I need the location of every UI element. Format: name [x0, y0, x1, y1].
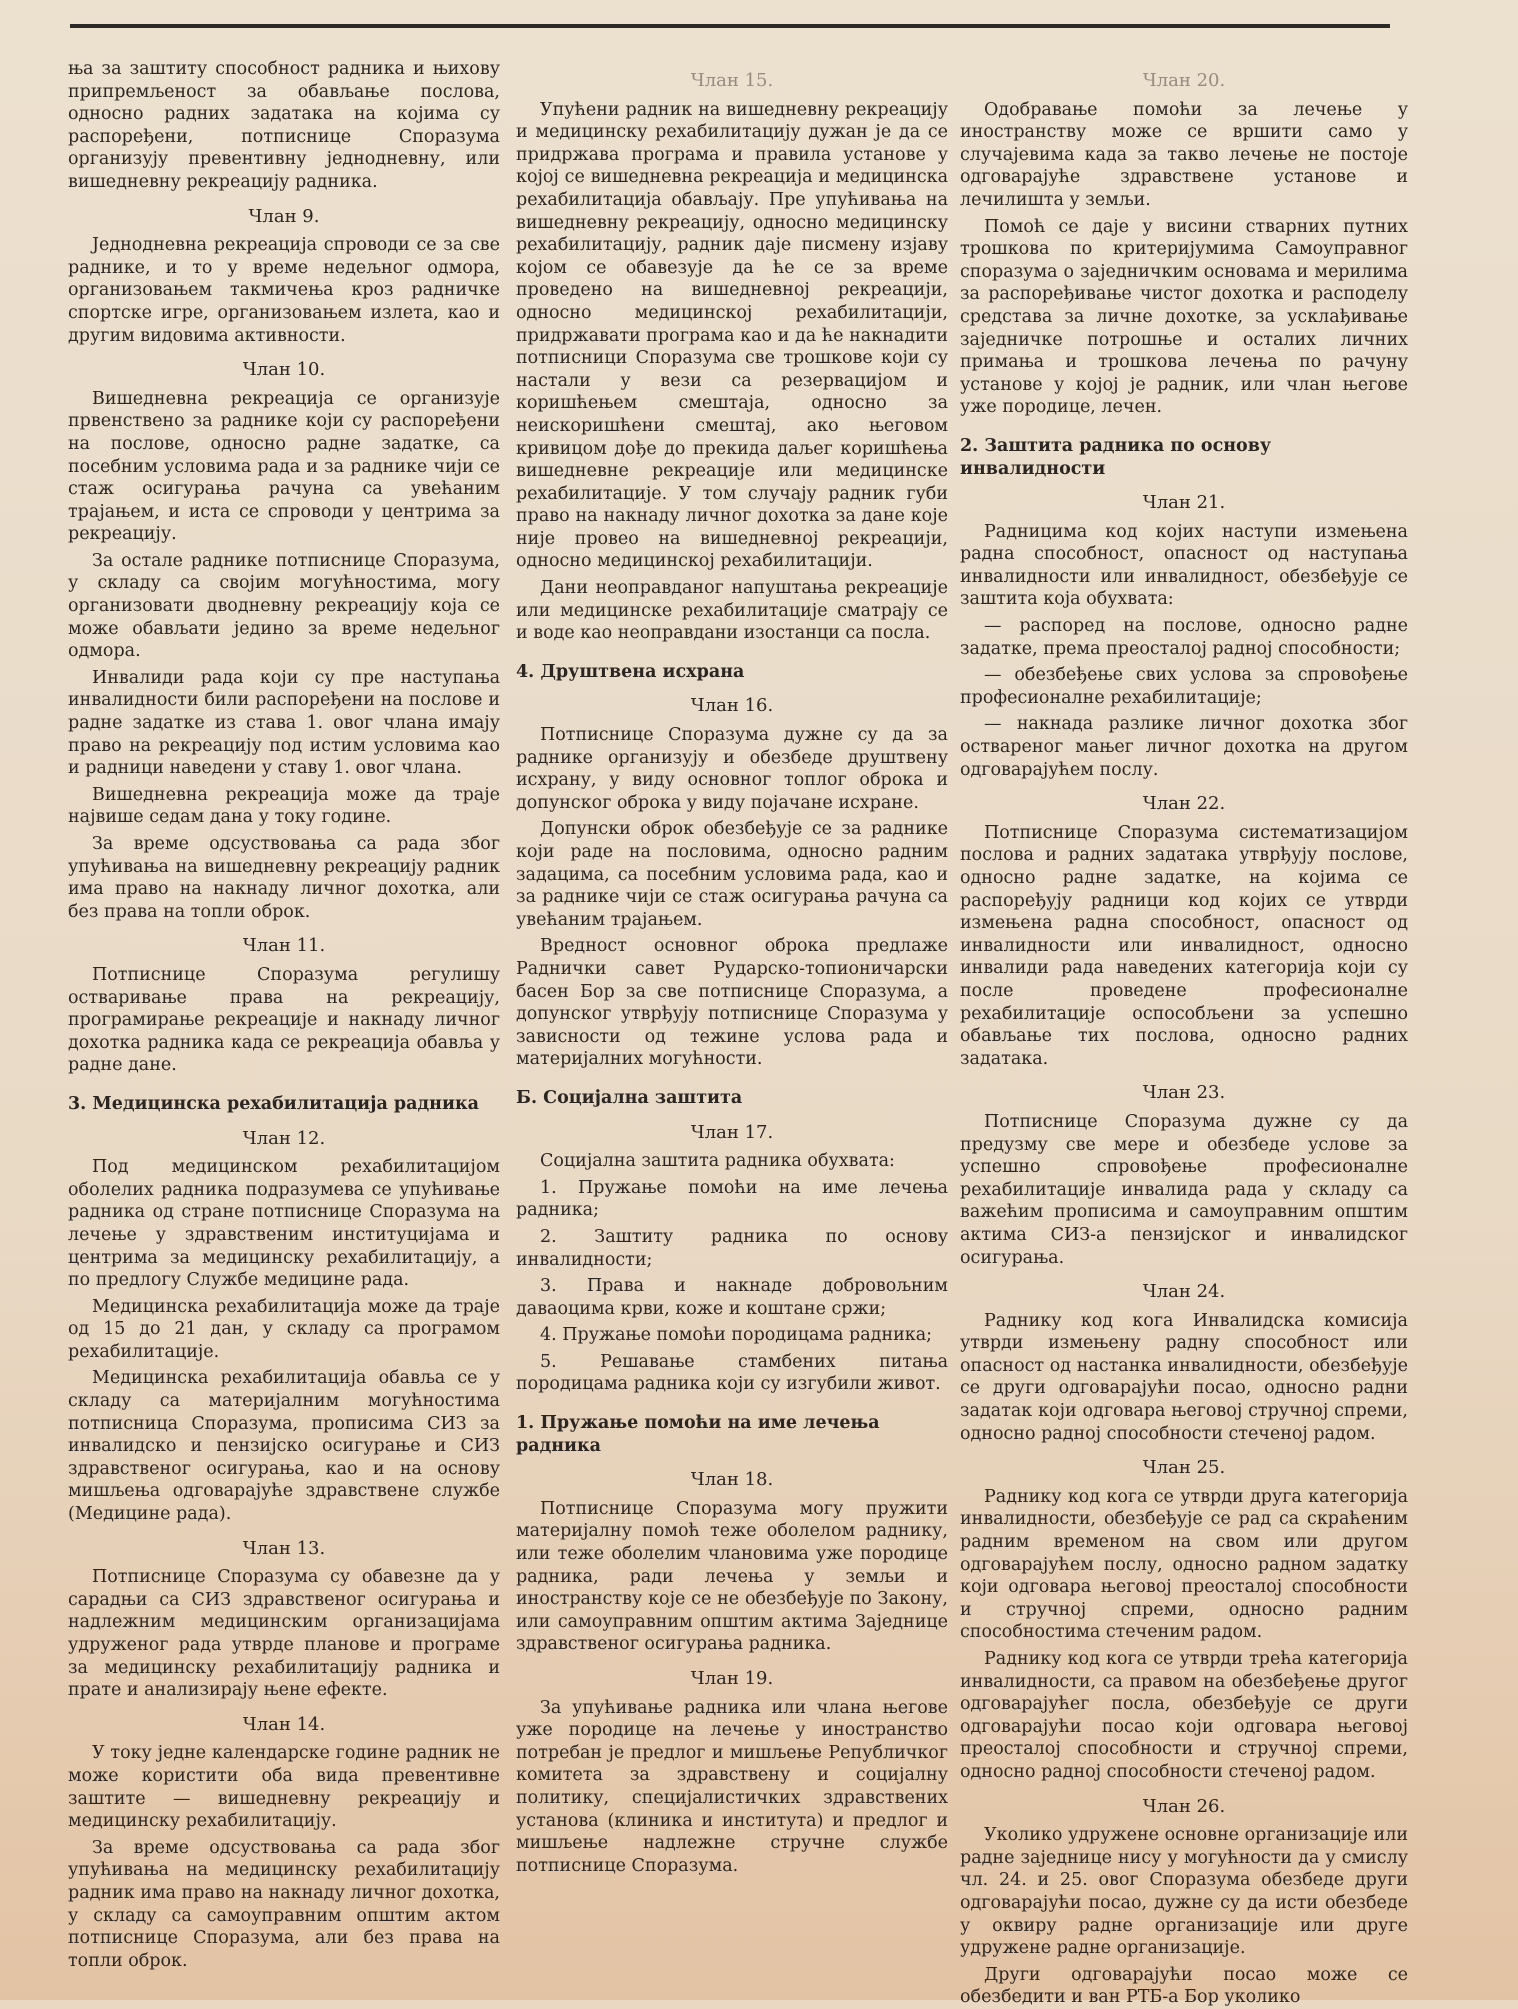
paragraph: У току једне календарске године радник не може користити оба вида превентивне заштите — вишедневну рекреацију и медицинску рехабилитацију. — [68, 1743, 500, 1832]
paragraph: Социјална заштита радника обухвата: — [540, 1151, 895, 1172]
paragraph: — обезбеђење свих услова за спровођење професионалне рехабилитације; — [960, 665, 1408, 708]
paragraph: Потписнице Споразума дужне су да предузму све мере и обезбеде услове за успешно спровођење професионалне рехабилитације инвалида рада у складу са важећим прописима и самоуправним општим актима СИЗ-а пензијског и инвалидског осигурања. — [960, 1111, 1408, 1268]
paragraph: — накнада разлике личног дохотка због оствареног мањег личног дохотка на другом одговарајућем послу. — [960, 714, 1408, 780]
column-1 — [68, 58, 500, 1971]
article-heading: Члан 24. — [1142, 1281, 1226, 1303]
section-heading: 3. Медицинска рехабилитација радника — [68, 1093, 479, 1114]
paragraph: Дани неоправданог напуштања рекреације или медицинске рехабилитације сматрају се и воде као неоправдани изостанци са посла. — [516, 578, 948, 644]
paragraph: За остале раднике потписнице Споразума, у складу са својим могућностима, могу организовати дводневну рекреацију која се може обављати једино за време недељног одмора. — [68, 550, 500, 662]
paragraph: Под медицинском рехабилитацијом оболелих радника подразумева се упућивање радника од стране потписнице Споразума на лечење у здравственим институцијама и центрима за медицинску рехабилитацију, а по предлогу Службе медицине рада. — [68, 1157, 500, 1291]
paragraph: Потписнице Споразума су обавезне да у сарадњи са СИЗ здравственог осигурања и надлежним медицинским организацијама удруженог рада утврде планове и програме за медицинску рехабилитацију радника и прате и анализирају њене ефекте. — [68, 1567, 500, 1701]
article-heading: Члан 16. — [690, 695, 774, 717]
paragraph: Инвалиди рада који су пре наступања инвалидности били распоређени на послове и радне задатке из става 1. овог члана имају право на рекреацију под истим условима као и радници наведени у ставу 1. овог члана. — [68, 667, 500, 779]
article-heading: Члан 10. — [242, 359, 326, 381]
paragraph: Потписнице Споразума регулишу остваривање права на рекреацију, програмирање рекреације и накнаду личног дохотка радника када се рекреација обавља у радне дане. — [68, 964, 500, 1076]
article-heading: Члан 17. — [690, 1121, 774, 1143]
section-heading: 1. Пружање помоћи на име лечења радника — [516, 1413, 880, 1456]
paragraph: 4. Пружање помоћи породицама радника; — [540, 1325, 933, 1346]
paragraph: Вредност основног оброка предлаже Раднички савет Рударско-топионичарски басен Бор за све потписнице Споразума, а допунског утврђују потписнице Споразума у зависности од тежине услова рада и материјалних могућности. — [516, 936, 948, 1070]
paragraph: 2. Заштиту радника по основу инвалидности; — [516, 1226, 948, 1270]
paragraph: За упућивање радника или члана његове уже породице на лечење у иностранство потребан је предлог и мишљење Републичког комитета за здравствену и социјалну политику, специјалистичких здравствених установа (клиника и института) и предлог и мишљење надлежне стручне службе потписнице Споразума. — [516, 1697, 948, 1876]
paragraph: Раднику код кога Инвалидска комисија утврди измењену радну способност или опасност од настанка инвалидности, обезбеђује се други одговарајући посао, односно радни задатак који одговара његовој стручној спреми, односно радној способности стеченој радом. — [960, 1310, 1408, 1444]
article-heading: Члан 20. — [1142, 70, 1226, 91]
paragraph: Медицинска рехабилитација обавља се у складу са материјалним могућностима потписница Споразума, прописима СИЗ за инвалидско и пензијско осигурање и СИЗ здравственог осигурања, као и на основу мишљења одговарајуће здравствене службе (Медицине рада). — [68, 1368, 500, 1525]
paragraph: Вишедневна рекреација се организује првенствено за раднике који су распоређени на послове, односно радне задатке, са посебним условима рада и за раднике чији се стаж осигурања рачуна са увећаним трајањем, и иста се спроводи у центрима за рекреацију. — [68, 388, 500, 545]
top-rule — [70, 24, 1390, 28]
paragraph: Помоћ се даје у висини стварних путних трошкова по критеријумима Самоуправног споразума о заједничким основама и мерилима за распоређивање чистог дохотка и расподелу средстава за личне дохотке, за усклађивање заједничке потрошње и осталих личних примања и трошкова лечења по рачуну установе у којој је радник, или члан његове уже породице, лечен. — [960, 216, 1408, 418]
article-heading: Члан 12. — [242, 1127, 326, 1149]
article-heading: Члан 11. — [242, 935, 326, 957]
article-heading: Члан 15. — [690, 70, 774, 91]
article-heading: Члан 22. — [1142, 793, 1226, 815]
article-heading: Члан 23. — [1142, 1082, 1226, 1104]
paragraph: Упућени радник на вишедневну рекреацију и медицинску рехабилитацију дужан је да се придржава програма и правила установе у којој се вишедневна рекреација и медицинска рехабилитација обављају. Пре упућивања на вишедневну рекреацију, односно медицинску рехабилитацију, радник даје писмену изјаву којом се обавезује да ће се за време проведено на вишедневној рекреацији, односно медицинској рехабилитацији, придржавати програма као и да ће накнадити потписници Споразума све трошкове који су настали у вези са резервацијом и коришћењем смештаја, односно за неискоришћени смештај, ако његовом кривицом дође до прекида даљег коришћења вишедневне рекреације или медицинске рехабилитације. У том случају радник губи право на накнаду личног дохотка за дане које није провео на вишедневној рекреацији, односно медицинској рехабилитацији. — [516, 99, 948, 572]
article-heading: Члан 25. — [1142, 1457, 1226, 1479]
section-heading: 4. Друштвена исхрана — [516, 661, 745, 682]
paragraph: Други одговарајући посао може се обезбедити и ван РТБ-а Бор уколико — [960, 1964, 1408, 2008]
paragraph: ња за заштиту способност радника и њихову припремљеност за обављање послова, односно радних задатака на којима су распоређени, потписнице Споразума организују превентивну једнодневну, или вишедневну рекреацију радника. — [68, 59, 500, 192]
paragraph: Раднику код кога се утврди трећа категорија инвалидности, са правом на обезбеђење другог одговарајућег посла, обезбеђује се други одговарајући посао који одговара његовој преосталој способности и стручној спреми, односно радној способности стеченој радом. — [960, 1649, 1408, 1782]
article-heading: Члан 18. — [690, 1469, 774, 1491]
article-heading: Члан 26. — [1142, 1795, 1226, 1817]
section-heading: Б. Социјална заштита — [516, 1087, 743, 1108]
paragraph: 5. Решавање стамбених питања породицама радника који су изгубили живот. — [516, 1351, 948, 1395]
paragraph: — распоред на послове, односно радне задатке, према преосталој радној способности; — [960, 616, 1408, 659]
paragraph: 3. Права и накнаде добровољним даваоцима крви, коже и коштане сржи; — [516, 1276, 948, 1319]
column-3 — [960, 58, 1408, 2008]
paragraph: Радницима код којих наступи измењена радна способност, опасност од наступања инвалидности или инвалидност, обезбеђује се заштита која обухвата: — [960, 521, 1408, 610]
paragraph: Одобравање помоћи за лечење у иностранству може се вршити само у случајевима када за такво лечење не постоје одговарајуће здравствене установе и лечилишта у земљи. — [960, 99, 1408, 210]
article-heading: Члан 9. — [248, 205, 320, 227]
paragraph: Једнодневна рекреација спроводи се за све раднике, и то у време недељног одмора, организовањем такмичења кроз радничке спортске игре, организовањем излета, као и другим видовима активности. — [68, 235, 500, 346]
article-heading: Члан 19. — [690, 1668, 774, 1689]
paragraph: Раднику код кога се утврди друга категорија инвалидности, обезбеђује се рад са скраћеним радним временом на свом или другом одговарајућем послу, односно радном задатку који одговара његовој преосталој способности и стручној спреми, односно радним способностима стеченим радом. — [960, 1486, 1408, 1643]
paragraph: За време одсуствовања са рада због упућивања на вишедневну рекреацију радник има право на накнаду личног дохотка, али без права на топли оброк. — [68, 834, 500, 922]
column-2 — [516, 58, 948, 1928]
section-heading: 2. Заштита радника по основу инвалидности — [960, 435, 1272, 479]
paragraph: Потписнице Споразума систематизацијом послова и радних задатака утврђују послове, односно радне задатке, на којима се распоређују радници код којих се утврди измењена радна способност, опасност од инвалидности или инвалидност, односно инвалиди рада наведених категорија који су после проведене професионалне рехабилитације оспособљени за успешно обављање тих послова, односно радних задатака. — [960, 822, 1408, 1069]
paragraph: 1. Пружање помоћи на име лечења радника; — [516, 1177, 948, 1221]
paragraph: Уколико удружене основне организације или радне заједнице нису у могућности да у смислу чл. 24. и 25. овог Споразума обезбеде други одговарајући посао, дужне су да исти обезбеде у оквиру радне организације или друге удружене радне организације. — [960, 1825, 1408, 1959]
paragraph: Допунски оброк обезбеђује се за раднике који раде на пословима, односно радним задацима, са посебним условима рада, као и за раднике чији се стаж осигурања рачуна са увећаним трајањем. — [516, 819, 948, 930]
paragraph: За време одсуствовања са рада због упућивања на медицинску рехабилитацију радник има право на накнаду личног дохотка, у складу са самоуправним општим актом потписнице Споразума, али без права на топли оброк. — [68, 1837, 500, 1971]
paragraph: Медицинска рехабилитација може да траје од 15 до 21 дан, у складу са програмом рехабилитације. — [68, 1296, 500, 1362]
article-heading: Члан 14. — [242, 1713, 326, 1735]
paragraph: Вишедневна рекреација може да траје највише седам дана у току године. — [68, 784, 500, 828]
article-heading: Члан 21. — [1142, 492, 1226, 514]
paragraph: Потписнице Споразума дужне су да за раднике организују и обезбеде друштвену исхрану, у виду основног топлог оброка и допунског оброка у виду појачане исхране. — [516, 725, 948, 813]
paragraph: Потписнице Споразума могу пружити материјалну помоћ теже оболелом раднику, или теже оболелим члановима уже породице радника, ради лечења у земљи и иностранству које се не обезбеђује по Закону, или самоуправним општим актима Заједнице здравственог осигурања радника. — [516, 1498, 948, 1655]
article-heading: Члан 13. — [242, 1537, 326, 1559]
